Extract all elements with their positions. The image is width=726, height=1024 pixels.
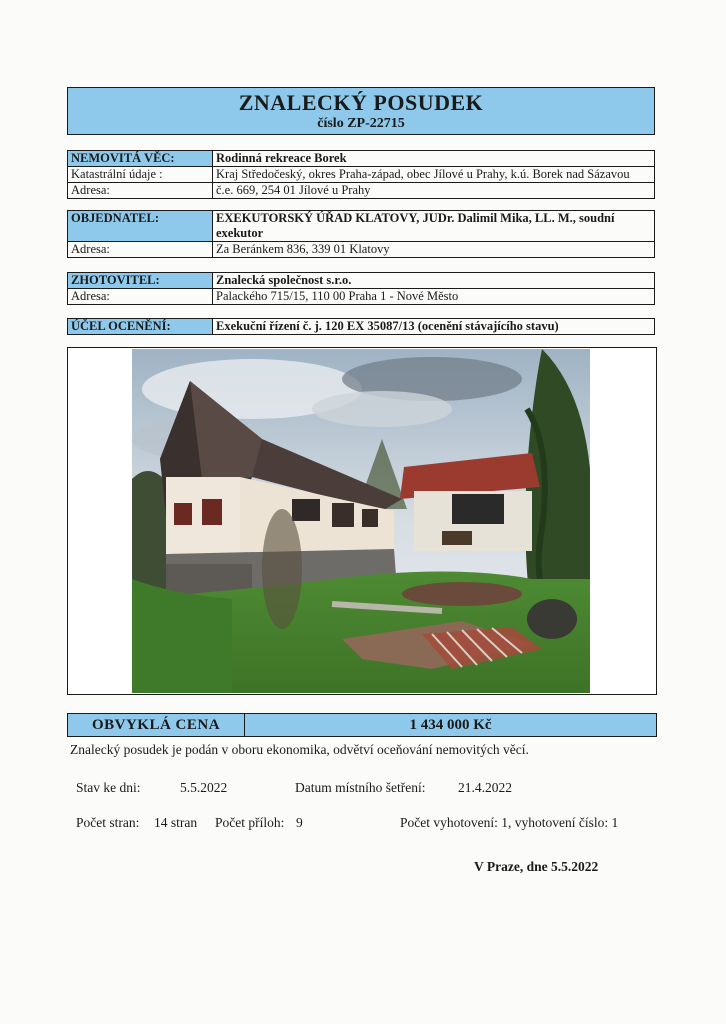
property-label: NEMOVITÁ VĚC: [68,151,213,167]
cadastral-value: Kraj Středočeský, okres Praha-západ, obec Jílové u Prahy, k.ú. Borek nad Sázavou [213,167,655,183]
purpose-table [67,318,655,335]
client-address-value: Za Beránkem 836, 339 01 Klatovy [213,242,655,258]
property-photo [132,349,590,693]
property-address-label: Adresa: [68,183,213,199]
contractor-value: Znalecká společnost s.r.o. [213,273,655,289]
pages-label: Počet stran: [76,815,140,830]
contractor-address-label: Adresa: [68,289,213,305]
price-box [67,713,657,737]
survey-date-label: Datum místního šetření: [295,780,426,795]
state-date-label: Stav ke dni: [76,780,141,795]
state-date-value: 5.5.2022 [180,780,228,795]
property-value: Rodinná rekreace Borek [213,151,655,167]
survey-date-value: 21.4.2022 [458,780,512,795]
client-value: EXEKUTORSKÝ ÚŘAD KLATOVY, JUDr. Dalimil Mika, LL. M., soudní exekutor [213,211,655,242]
copies-text: Počet vyhotovení: 1, vyhotovení číslo: 1 [400,815,619,830]
attachments-label: Počet příloh: [215,815,285,830]
attachments-value: 9 [296,815,303,830]
cadastral-label: Katastrální údaje : [68,167,213,183]
title-box [67,87,655,135]
price-label: OBVYKLÁ CENA [68,714,245,736]
property-table [67,150,655,199]
contractor-table [67,272,655,305]
purpose-label: ÚČEL OCENĚNÍ: [68,319,213,335]
property-address-value: č.e. 669, 254 01 Jílové u Prahy [213,183,655,199]
contractor-address-value: Palackého 715/15, 110 00 Praha 1 - Nové Město [213,289,655,305]
pages-value: 14 stran [154,815,198,830]
statement-text: Znalecký posudek je podán v oboru ekonomika, odvětví oceňování nemovitých věcí. [70,742,529,757]
place-date: V Praze, dne 5.5.2022 [474,859,599,874]
client-label: OBJEDNATEL: [68,211,213,242]
client-address-label: Adresa: [68,242,213,258]
purpose-value: Exekuční řízení č. j. 120 EX 35087/13 (ocenění stávajícího stavu) [213,319,655,335]
price-value: 1 434 000 Kč [409,717,492,733]
contractor-label: ZHOTOVITEL: [68,273,213,289]
document-title: ZNALECKÝ POSUDEK [238,90,484,115]
client-table [67,210,655,258]
document-number: číslo ZP-22715 [317,116,405,131]
